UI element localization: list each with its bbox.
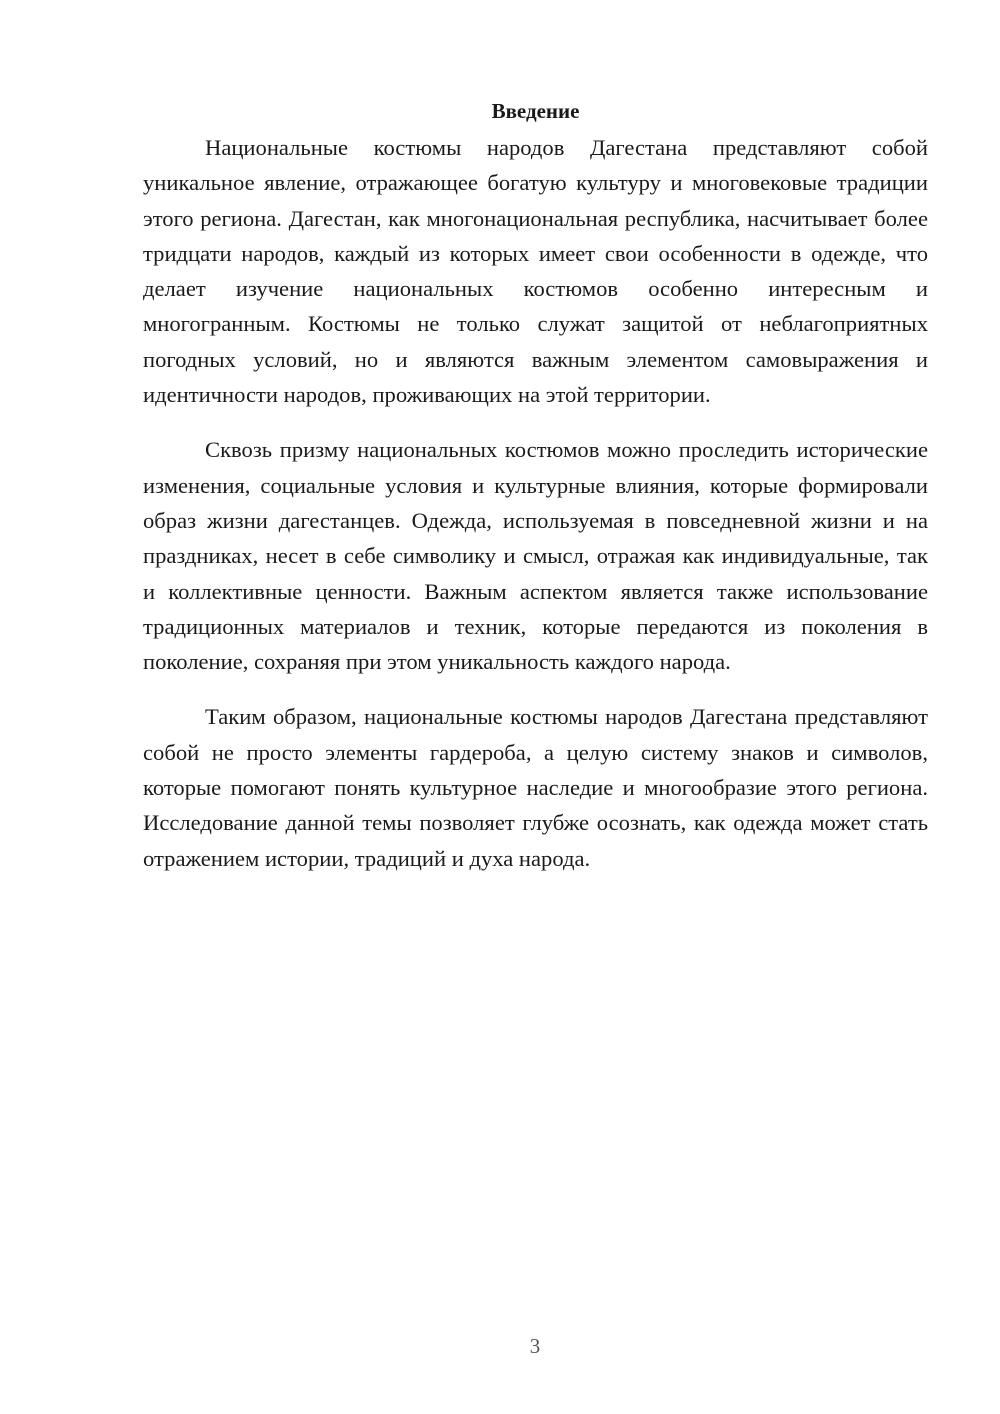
paragraph-2: Сквозь призму национальных костюмов можно проследить исторические изменения, социальные условия и культурные влияния, которые формировали образ жизни дагестанцев. Одежда, используемая в повседневной жизни и на праздниках, несет в себе символику и смысл, отражая как индивидуальные, так и коллективные ценности. Важным аспектом является также использование традиционных материалов и техник, которые передаются из поколения в поколение, сохраняя при этом уникальность каждого народа. bbox=[143, 437, 928, 675]
page-number: 3 bbox=[529, 1334, 541, 1358]
paragraph-1: Национальные костюмы народов Дагестана представляют собой уникальное явление, отражающее богатую культуру и многовековые традиции этого региона. Дагестан, как многонациональная республика, насчитывает более тридцати народов, каждый из которых имеет свои особенности в одежде, что делает изучение национальных костюмов особенно интересным и многогранным. Костюмы не только служат защитой от неблагоприятных погодных условий, но и являются важным элементом самовыражения и идентичности народов, проживающих на этой территории. bbox=[143, 135, 928, 408]
paragraph-3: Таким образом, национальные костюмы народов Дагестана представляют собой не просто элементы гардероба, а целую систему знаков и символов, которые помогают понять культурное наследие и многообразие этого региона. Исследование данной темы позволяет глубже осознать, как одежда может стать отражением истории, традиций и духа народа. bbox=[143, 704, 928, 871]
page-content bbox=[143, 96, 928, 876]
section-title: Введение bbox=[491, 99, 580, 123]
